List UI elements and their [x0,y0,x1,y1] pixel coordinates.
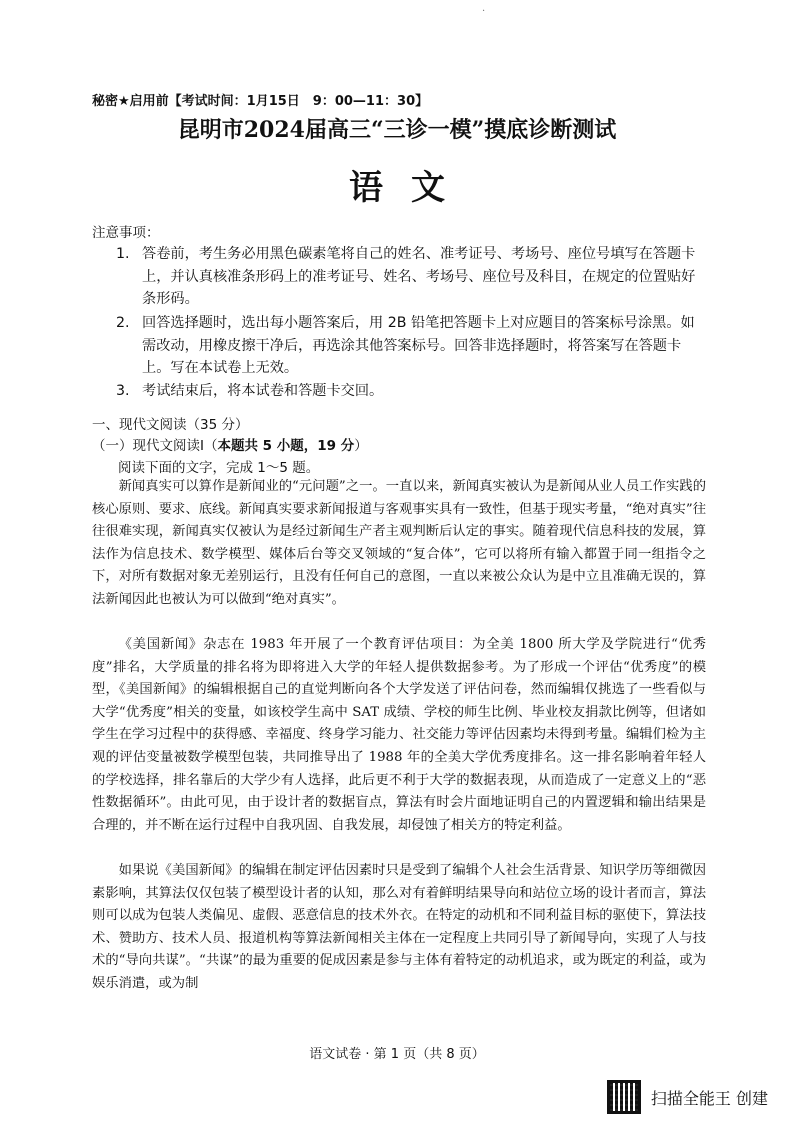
subsection-suffix: ） [354,438,368,454]
passage-paragraph: 如果说《美国新闻》的编辑在制定评估因素时只是受到了编辑个人社会生活背景、知识学历等细微因素影响，其算法仅仅包装了模型设计者的认知，那么对有着鲜明结果导向和站位立场的设计者而言，算法则可以成为包装人类偏见、虚假、恶意信息的技术外衣。在特定的动机和不同利益目标的驱使下，算法技术、赞助方、技术人员、报道机构等算法新闻相关主体在一定程度上共同引导了新闻导向，实现了人与技术的“导向共谋”。“共谋”的最为重要的促成因素是参与主体有着特定的动机追求，或为既定的利益，或为娱乐消遣，或为制 [92,863,706,991]
passage-paragraph: 新闻真实可以算作是新闻业的“元问题”之一。一直以来，新闻真实被认为是新闻从业人员工作实践的核心原则、要求、底线。新闻真实要求新闻报道与客观事实具有一致性，但基于现实考量，“绝对真实”往往很难实现，新闻真实仅被认为是经过新闻生产者主观判断后认定的事实。随着现代信息科技的发展，算法作为信息技术、数学模型、媒体后台等交叉领域的“复合体”，它可以将所有输入都置于同一组指令之下，对所有数据对象无差别运行，且没有任何自己的意图，一直以来被公众认为是中立且准确无误的，算法新闻因此也被认为可以做到“绝对真实”。 [92,479,706,607]
confidential-line: 秘密★启用前【考试时间：1月15日 9：00—11：30】 [92,94,429,109]
subsection-score: 本题共 5 小题，19 分 [217,438,355,454]
qr-code-icon [607,1080,641,1114]
notice-item [118,312,702,380]
page-footer: 语文试卷 · 第 1 页（共 8 页） [309,1047,485,1062]
scan-mark: · [482,6,486,17]
subject-title: 语文 [349,168,473,208]
notice-item [118,243,702,311]
notice-item-number: 2. [116,315,130,331]
exam-title: 昆明市2024届高三“三诊一模”摸底诊断测试 [177,117,617,143]
subsection-heading [92,434,368,454]
scanner-label: 扫描全能王 创建 [650,1088,768,1108]
notice-item-number: 1. [116,246,130,262]
scanner-watermark [607,1080,768,1114]
section-heading: 一、现代文阅读（35 分） [92,417,249,433]
notice-item-text: 考试结束后，将本试卷和答题卡交回。 [142,383,384,399]
passage-paragraph: 《美国新闻》杂志在 1983 年开展了一个教育评估项目：为全美 1800 所大学及学院进行“优秀度”排名，大学质量的排名将为即将进入大学的年轻人提供数据参考。为了形成一个评估“优秀度”的模型，《美国新闻》的编辑根据自己的直觉判断向各个大学发送了评估问卷，然而编辑仅挑选了一些看似与大学“优秀度”相关的变量，如该校学生高中 SAT 成绩、学校的师生比例、毕业校友捐款比例等，但诸如学生在学习过程中的获得感、幸福度、终身学习能力、社交能力等评估因素均未得到考量。编辑们检为主观的评估变量被数学模型包装，共同推导出了 1988 年的全美大学优秀度排名。这一排名影响着年轻人的学校选择，排名靠后的大学少有人选择，此后更不利于大学的数据表现，从而造成了一定意义上的“恶性数据循环”。由此可见，由于设计者的数据盲点，算法有时会片面地证明自己的内置逻辑和输出结果是合理的，并不断在运行过程中自我巩固、自我发展，却侵蚀了相关方的特定利益。 [92,637,706,833]
notice-item-text: 回答选择题时，选出每小题答案后，用 2B 铅笔把答题卡上对应题目的答案标号涂黑。如需改动，用橡皮擦干净后，再选涂其他答案标号。回答非选择题时，将答案写在答题卡上。写在本试卷上无效。 [142,315,695,376]
notice-item-text: 答卷前，考生务必用黑色碳素笔将自己的姓名、准考证号、考场号、座位号填写在答题卡上，并认真核准条形码上的准考证号、姓名、考场号、座位号及科目，在规定的位置贴好条形码。 [142,246,696,307]
notice-item [118,380,702,403]
subsection-prefix: （一）现代文阅读Ⅰ（ [92,438,218,454]
notice-heading: 注意事项： [92,225,160,241]
reading-instruction: 阅读下面的文字，完成 1～5 题。 [118,460,320,476]
notice-item-number: 3. [116,383,130,399]
